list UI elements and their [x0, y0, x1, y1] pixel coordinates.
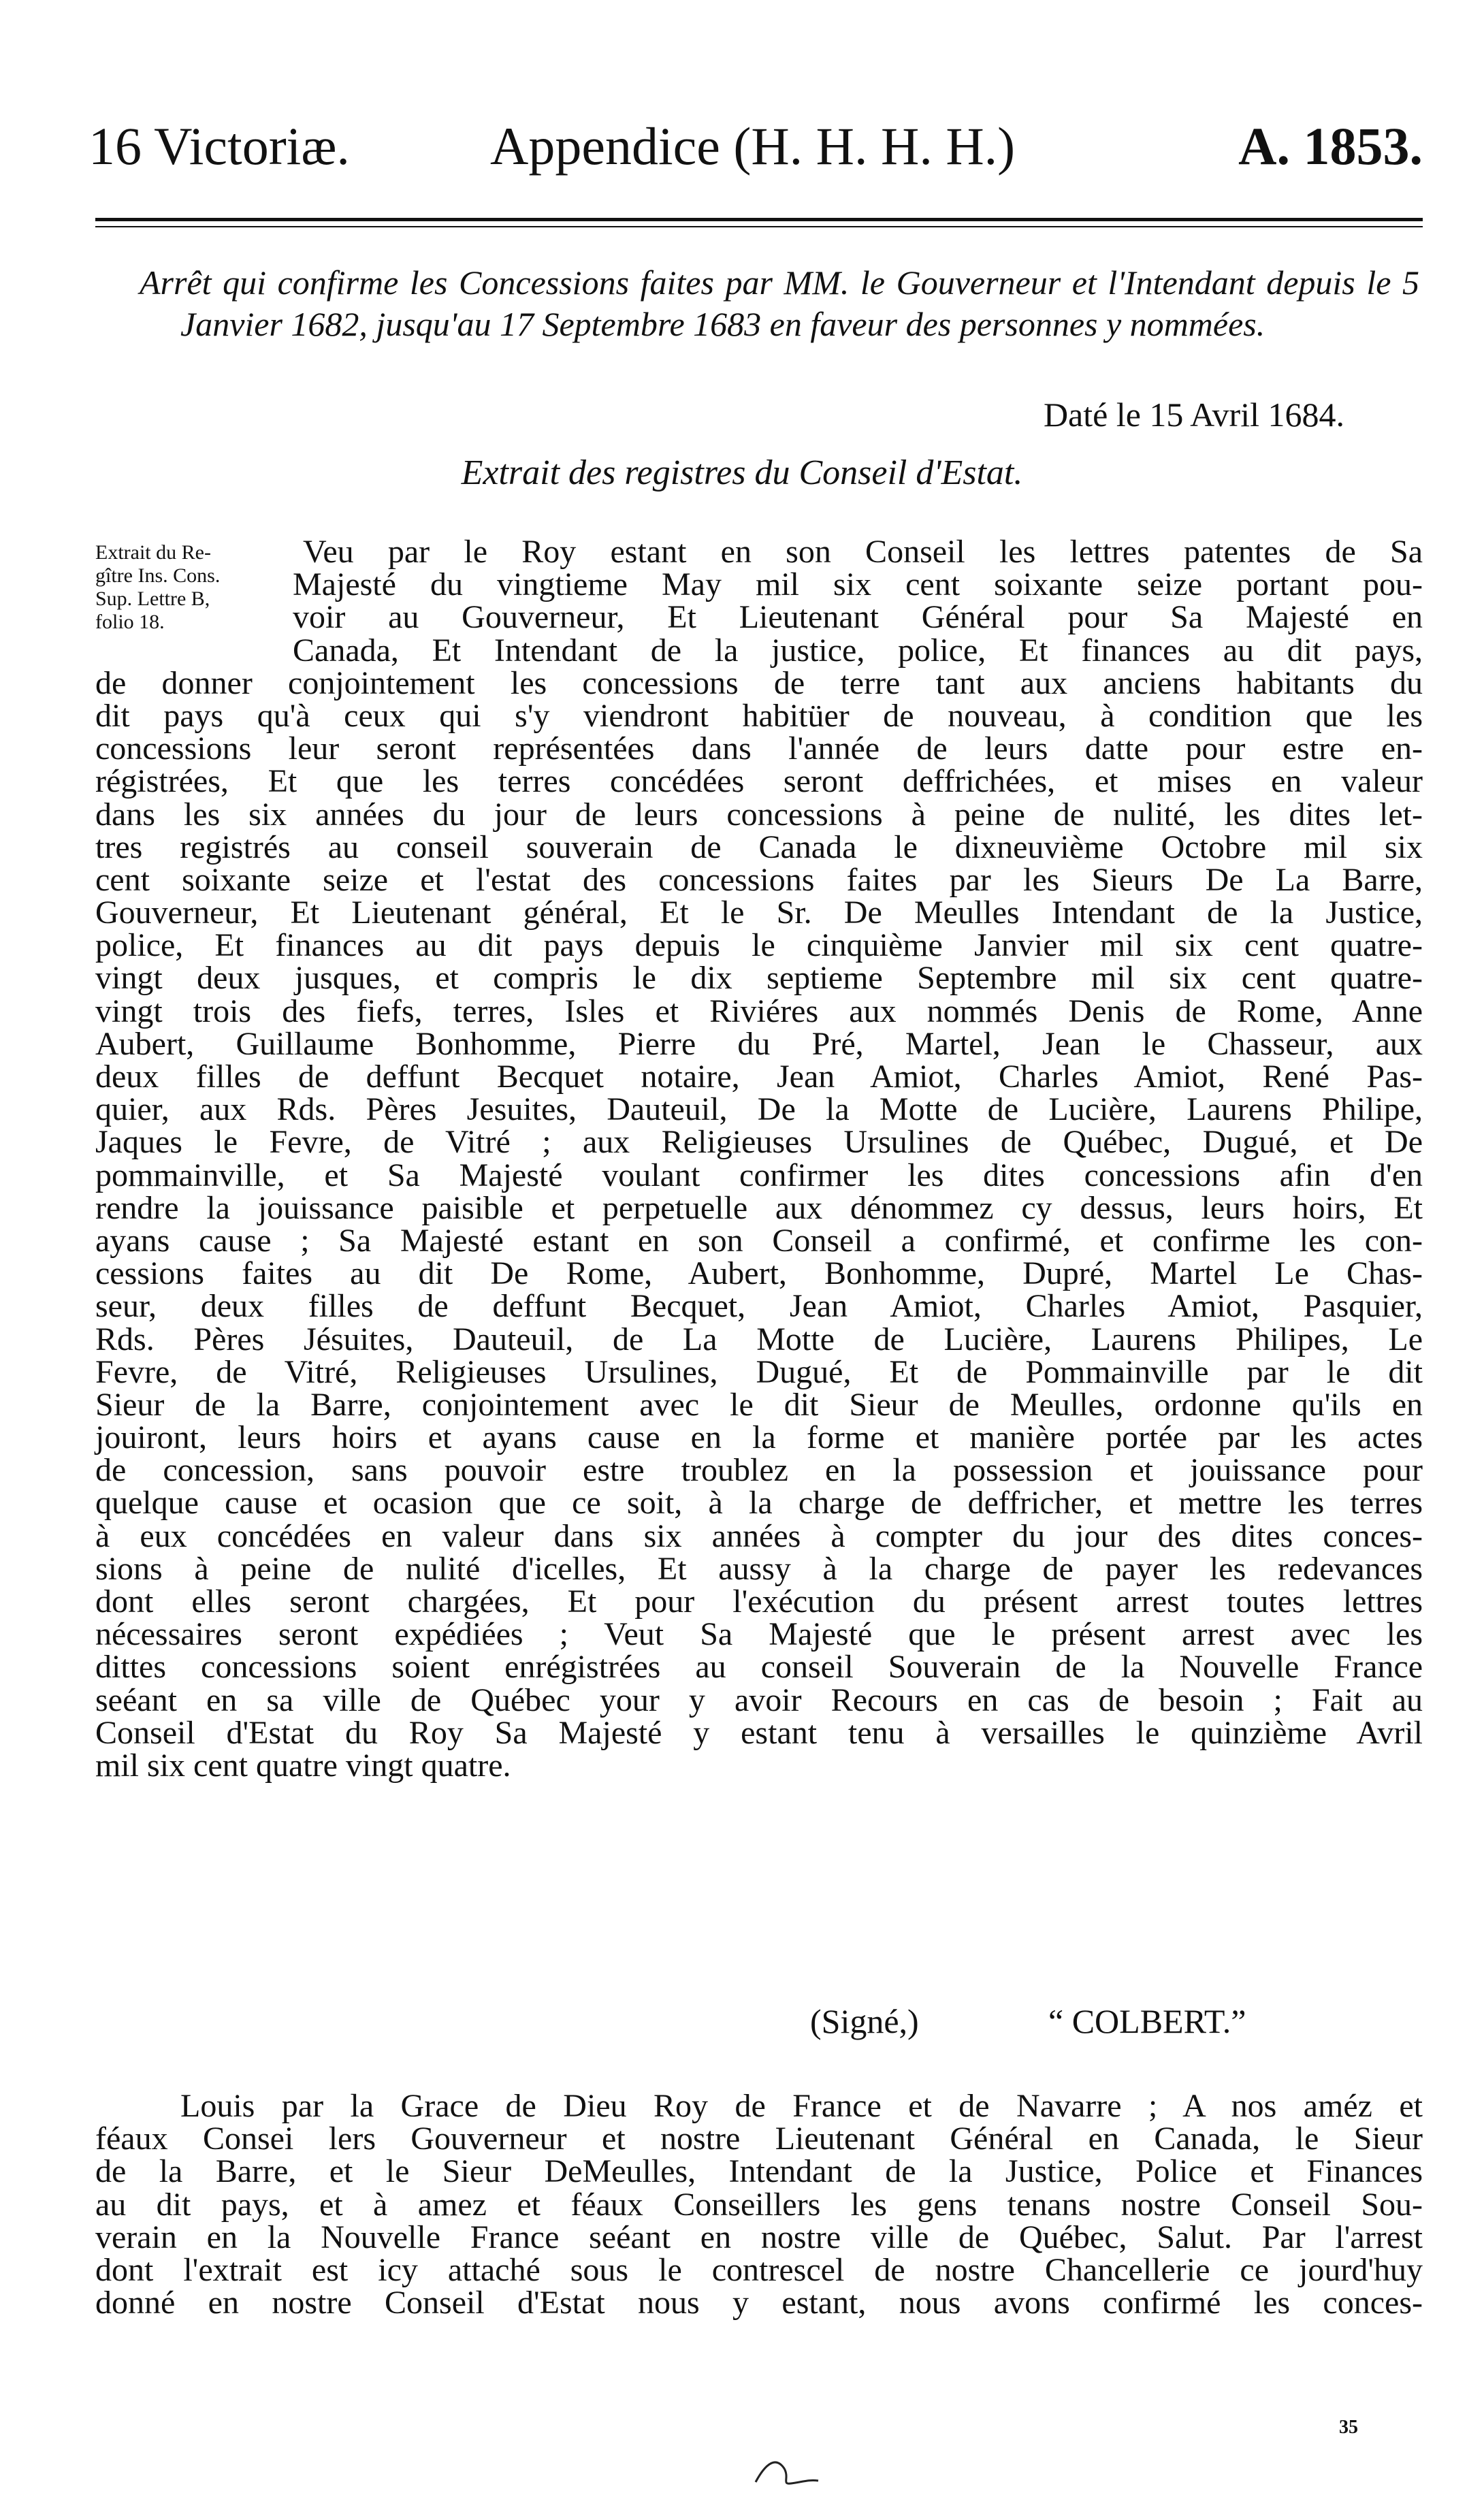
body-line: cent soixante seize et l'estat des concessions faites par les Sieurs De La Barre,: [95, 861, 1423, 898]
header-year: A. 1853.: [1238, 116, 1423, 176]
body-line: quier, aux Rds. Pères Jesuites, Dauteuil, De la Motte de Lucière, Laurens Philipe,: [95, 1091, 1423, 1128]
body-line: quelque cause et ocasion que ce soit, à la charge de deffricher, et mettre les terres: [95, 1485, 1423, 1522]
page-number: 35: [1339, 2417, 1358, 2438]
body-line: de concession, sans pouvoir estre troublez en la possession et jouissance pour: [95, 1452, 1423, 1489]
letters-patent-paragraph: [95, 2090, 1423, 2319]
document-title: Arrêt qui confirme les Concessions faites par MM. le Gouverneur et l'Intendant depuis le 5 Janvier 1682, jusqu'au 17 Septembre 1683 en faveur des personnes y nommées.: [140, 263, 1419, 343]
signature-name: “ COLBERT.”: [1048, 2002, 1246, 2040]
margin-note-line: gître Ins. Cons.: [95, 564, 221, 587]
document-date: Daté le 15 Avril 1684.: [1043, 396, 1344, 434]
body-line: rendre la jouissance paisible et perpetuelle aux dénommez cy dessus, leurs hoirs, Et: [95, 1189, 1423, 1226]
body-line: mil six cent quatre vingt quatre.: [95, 1747, 511, 1784]
body-line: vingt deux jusques, et compris le dix septieme Septembre mil six cent quatre-: [95, 960, 1423, 997]
body-line: Aubert, Guillaume Bonhomme, Pierre du Pré, Martel, Jean le Chasseur, aux: [95, 1025, 1423, 1062]
header-rule-thin: [95, 226, 1423, 227]
paragraph-line: verain en la Nouvelle France seéant en nostre ville de Québec, Salut. Par l'arrest: [95, 2219, 1423, 2255]
header-appendix: Appendice (H. H. H. H.): [490, 116, 1016, 176]
extract-heading: Extrait des registres du Conseil d'Estat.: [461, 453, 1023, 492]
body-line: police, Et finances au dit pays depuis le cinquième Janvier mil six cent quatre-: [95, 927, 1423, 964]
ink-mark-icon: [749, 2449, 824, 2490]
body-line: Jaques le Fevre, de Vitré ; aux Religieuses Ursulines de Québec, Dugué, et De: [95, 1124, 1423, 1161]
body-line: sions à peine de nulité d'icelles, Et aussy à la charge de payer les redevances: [95, 1550, 1423, 1587]
decree-body: [95, 536, 1423, 1782]
body-line: dittes concessions soient enrégistrées au conseil Souverain de la Nouvelle France: [95, 1649, 1423, 1686]
body-line: Conseil d'Estat du Roy Sa Majesté y estant tenu à versailles le quinzième Avril: [95, 1714, 1423, 1751]
page-header: [88, 116, 1423, 191]
body-line: nécessaires seront expédiées ; Veut Sa Majesté que le présent arrest avec les: [95, 1616, 1423, 1653]
paragraph-line: de la Barre, et le Sieur DeMeulles, Intendant de la Justice, Police et Finances: [95, 2153, 1423, 2190]
paragraph-line: féaux Consei lers Gouverneur et nostre Lieutenant Général en Canada, le Sieur: [95, 2121, 1423, 2157]
margin-note-line: folio 18.: [95, 611, 165, 633]
body-line: Majesté du vingtieme May mil six cent soixante seize portant pou-: [293, 566, 1423, 603]
paragraph-line: dont l'extrait est icy attaché sous le contrescel de nostre Chancellerie ce jourd'huy: [95, 2251, 1423, 2288]
header-session: 16 Victoriæ.: [88, 116, 350, 176]
paragraph-line: Louis par la Grace de Dieu Roy de France et de Navarre ; A nos améz et: [180, 2088, 1423, 2124]
body-line: tres registrés au conseil souverain de Canada le dixneuvième Octobre mil six: [95, 828, 1423, 865]
body-line: dont elles seront chargées, Et pour l'exécution du présent arrest toutes lettres: [95, 1583, 1423, 1620]
body-line: Rds. Pères Jésuites, Dauteuil, de La Motte de Lucière, Laurens Philipes, Le: [95, 1321, 1423, 1357]
paragraph-line: donné en nostre Conseil d'Estat nous y estant, nous avons confirmé les conces-: [95, 2285, 1423, 2321]
margin-note-line: Sup. Lettre B,: [95, 587, 210, 610]
body-line: voir au Gouverneur, Et Lieutenant Général pour Sa Majesté en: [293, 599, 1423, 636]
body-line: régistrées, Et que les terres concédées seront deffrichées, et mises en valeur: [95, 763, 1423, 800]
body-line: vingt trois des fiefs, terres, Isles et Riviéres aux nommés Denis de Rome, Anne: [95, 993, 1423, 1029]
body-line: Gouverneur, Et Lieutenant général, Et le Sr. De Meulles Intendant de la Justice,: [95, 895, 1423, 931]
body-line: de donner conjointement les concessions de terre tant aux anciens habitants du: [95, 664, 1423, 701]
paragraph-line: au dit pays, et à amez et féaux Conseillers les gens tenans nostre Conseil Sou-: [95, 2186, 1423, 2223]
body-line: Canada, Et Intendant de la justice, police, Et finances au dit pays,: [293, 632, 1423, 669]
body-line: pommainville, et Sa Majesté voulant confirmer les dites concessions afin d'en: [95, 1157, 1423, 1193]
body-line: à eux concédées en valeur dans six années à compter du jour des dites conces-: [95, 1517, 1423, 1554]
body-line: concessions leur seront représentées dans l'année de leurs datte pour estre en-: [95, 730, 1423, 767]
body-line: Veu par le Roy estant en son Conseil les lettres patentes de Sa: [303, 534, 1423, 570]
body-line: cessions faites au dit De Rome, Aubert, Bonhomme, Dupré, Martel Le Chas-: [95, 1255, 1423, 1292]
body-line: Sieur de la Barre, conjointement avec le dit Sieur de Meulles, ordonne qu'ils en: [95, 1386, 1423, 1423]
body-line: seur, deux filles de deffunt Becquet, Jean Amiot, Charles Amiot, Pasquier,: [95, 1288, 1423, 1325]
body-line: Fevre, de Vitré, Religieuses Ursulines, Dugué, Et de Pommainville par le dit: [95, 1353, 1423, 1390]
margin-note-line: Extrait du Re-: [95, 541, 211, 564]
header-rule-thick: [95, 218, 1423, 221]
body-line: seéant en sa ville de Québec your y avoir Recours en cas de besoin ; Fait au: [95, 1681, 1423, 1718]
body-line: deux filles de deffunt Becquet notaire, Jean Amiot, Charles Amiot, René Pas-: [95, 1059, 1423, 1095]
body-line: jouiront, leurs hoirs et ayans cause en la forme et manière portée par les actes: [95, 1419, 1423, 1456]
body-line: dans les six années du jour de leurs concessions à peine de nulité, les dites let-: [95, 796, 1423, 833]
signature-label: (Signé,): [810, 2002, 919, 2040]
signature-block: [0, 2001, 1484, 2049]
body-line: dit pays qu'à ceux qui s'y viendront habitüer de nouveau, à condition que les: [95, 697, 1423, 734]
body-line: ayans cause ; Sa Majesté estant en son Conseil a confirmé, et confirme les con-: [95, 1222, 1423, 1259]
